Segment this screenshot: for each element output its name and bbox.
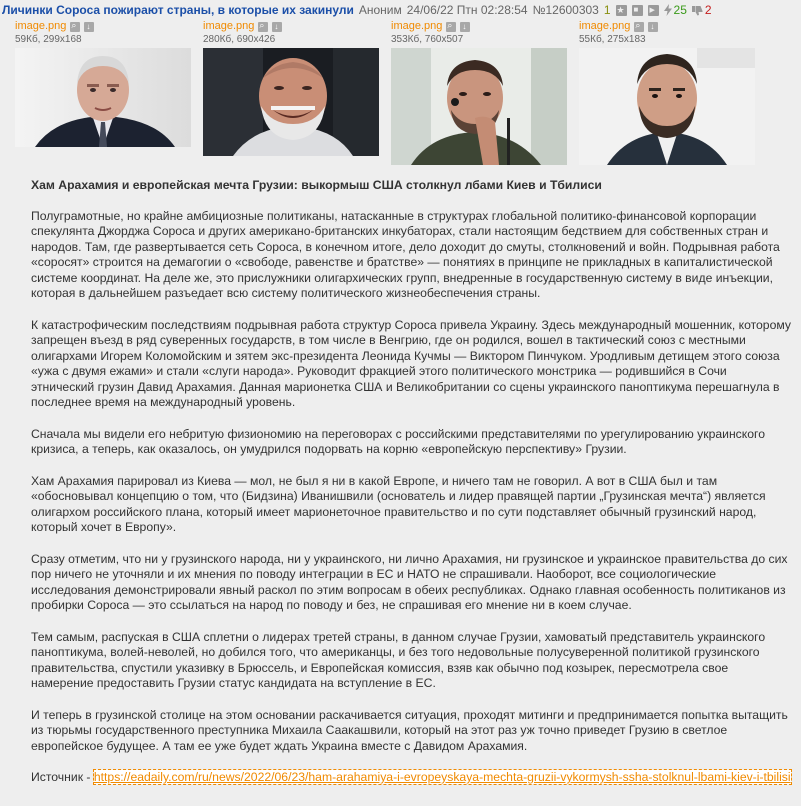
search-icon[interactable] bbox=[446, 22, 456, 32]
search-icon[interactable] bbox=[258, 22, 268, 32]
like-button[interactable] bbox=[664, 3, 687, 17]
source-label: Источник - bbox=[31, 770, 94, 784]
file-thumbnail[interactable] bbox=[15, 48, 191, 147]
post-number[interactable]: №12600303 bbox=[532, 3, 599, 17]
article-title: Хам Арахамия и европейская мечта Грузии: выкормыш США столкнул лбами Киев и Тбилиси bbox=[31, 178, 602, 192]
post-author: Аноним bbox=[358, 3, 402, 17]
download-icon[interactable] bbox=[84, 22, 94, 32]
article-paragraph: И теперь в грузинской столице на этом основании раскачивается ситуация, проходят митинги и предпринимается попытка вытащить из тюрьмы государственного преступника Михаила Саакашвили, который на этот раз уж точно приведет Грузию в светлое европейское будущее. А там ее уже будет ждать Украина вместе с Давидом Арахамия. bbox=[31, 707, 788, 753]
thumbs-down-icon bbox=[692, 5, 703, 16]
dislike-button[interactable] bbox=[692, 3, 712, 17]
article-paragraph: Полуграмотные, но крайне амбициозные политиканы, натасканные в структурах глобальной политико-финансовой корпорации спекулянта Джорджа Сороса и других американо-британских инкубаторах, стали настоящим бедствием для собственных стран и народов. Там, где развертывается сеть Сороса, в конечном итоге, дело доходит до смуты, столкновений и войн. Подрывная работа «соросят» строится на демагогии о «свободе, равенстве и братстве» — понятиях в принципе не прикладных в капиталистической системе координат. На деле же, это прислужники олигархических групп, внедренные в государственную систему в виде инъекции, которая в дальнейшем разъедает всю систему политического жизнеобеспечения страны. bbox=[31, 208, 780, 300]
source-link[interactable]: https://eadaily.com/ru/news/2022/06/23/ham-arahamiya-i-evropeyskaya-mechta-gruzii-vykormysh-ssha-stolknul-lbami-kiev-i-tbilisi bbox=[93, 770, 791, 784]
hide-icon[interactable] bbox=[632, 5, 643, 16]
search-icon[interactable] bbox=[634, 22, 644, 32]
download-icon[interactable] bbox=[272, 22, 282, 32]
post-body bbox=[31, 178, 791, 802]
download-icon[interactable] bbox=[648, 22, 658, 32]
file-item bbox=[579, 20, 755, 165]
file-name[interactable]: image.png bbox=[203, 20, 255, 32]
file-name[interactable]: image.png bbox=[391, 20, 443, 32]
article-paragraph: Сразу отметим, что ни у грузинского народа, ни у украинского, ни лично Арахамия, ни грузинское и украинское правительства до сих пор ничего не уточняли и их мнения по поводу интеграции в ЕС и НАТО не спрашивали. Наоборот, все социологические исследования демонстрировали явный раскол по этим вопросам в обеих республиках. Однако главная особенность политиканов из пробирки Сороса — это ссылаться на народ по поводу и без, не спрашивая его мнение ни в коем случае. bbox=[31, 551, 788, 612]
file-item bbox=[391, 20, 567, 165]
file-meta: 280Кб, 690x426 bbox=[203, 34, 276, 45]
file-item bbox=[15, 20, 191, 147]
article-paragraph: Тем самым, распуская в США сплетни о лидерах третей страны, в данном случае Грузии, хамоватый представитель украинского паноптикума, волей-неволей, но добился того, что американцы, и без того недовольные полусуверенной политикой грузинского правительства, спустили указивку в Брюссель, и Европейская комиссия, взяв как обычно под козырек, пересмотрела свое намерение предоставить Грузии статус кандидата на вступление в ЕС. bbox=[31, 629, 766, 690]
file-meta: 353Кб, 760x507 bbox=[391, 34, 464, 45]
file-thumbnail[interactable] bbox=[203, 48, 379, 156]
file-meta: 59Кб, 299x168 bbox=[15, 34, 82, 45]
file-thumbnail[interactable] bbox=[391, 48, 567, 165]
file-thumbnail[interactable] bbox=[579, 48, 755, 165]
article-paragraph: Хам Арахамия парировал из Киева — мол, не был я ни в какой Европе, и ничего там не говорил. А вот в США был и там «обосновывал концепцию о том, что (Бидзина) Иванишвили (основатель и лидер правящей партии „Грузинская мечта“) является олигархом российского плана, который имеет марионеточное правительство и по сути подставляет обычный грузинский народ, который хочет в Европу». bbox=[31, 473, 766, 534]
lightning-icon bbox=[664, 4, 672, 16]
dislike-count: 2 bbox=[704, 3, 712, 17]
post-header bbox=[2, 3, 712, 17]
file-name[interactable]: image.png bbox=[15, 20, 67, 32]
article-source bbox=[31, 770, 791, 786]
star-icon[interactable] bbox=[616, 5, 627, 16]
file-name[interactable]: image.png bbox=[579, 20, 631, 32]
like-count: 25 bbox=[673, 3, 687, 17]
post-date: 24/06/22 Птн 02:28:54 bbox=[406, 3, 528, 17]
play-icon[interactable] bbox=[648, 5, 659, 16]
article-paragraph: К катастрофическим последствиям подрывная работа структур Сороса привела Украину. Здесь международный мошенник, которому запрещен въезд в ряд суверенных государств, в том числе в Венгрию, где он родился, вошел в тактический союз с местными олигархами Игорем Коломойским и зятем экс-президента Леонида Кучмы — Виктором Пинчуком. Уродливым детищем этого союза «ужа с двумя ежами» и стали «слуги народа». Руководит фракцией этого политического монстрика — родившийся в Сочи этнический грузин Давид Арахамия. Данная марионетка США и Великобритании со сцены украинского паноптикума перешагнула в последнее время на международный уровень. bbox=[31, 317, 791, 409]
file-item bbox=[203, 20, 379, 156]
reply-count[interactable]: 1 bbox=[603, 3, 611, 17]
file-meta: 55Кб, 275x183 bbox=[579, 34, 646, 45]
article-paragraph: Сначала мы видели его небритую физиономию на переговорах с российскими представителями по урегулированию украинского кризиса, а теперь, как оказалось, он умудрился подорвать на корню «европейскую перспективу» Грузии. bbox=[31, 426, 765, 456]
post-subject: Личинки Сороса пожирают страны, в которые их закинули bbox=[2, 3, 354, 17]
search-icon[interactable] bbox=[70, 22, 80, 32]
download-icon[interactable] bbox=[460, 22, 470, 32]
